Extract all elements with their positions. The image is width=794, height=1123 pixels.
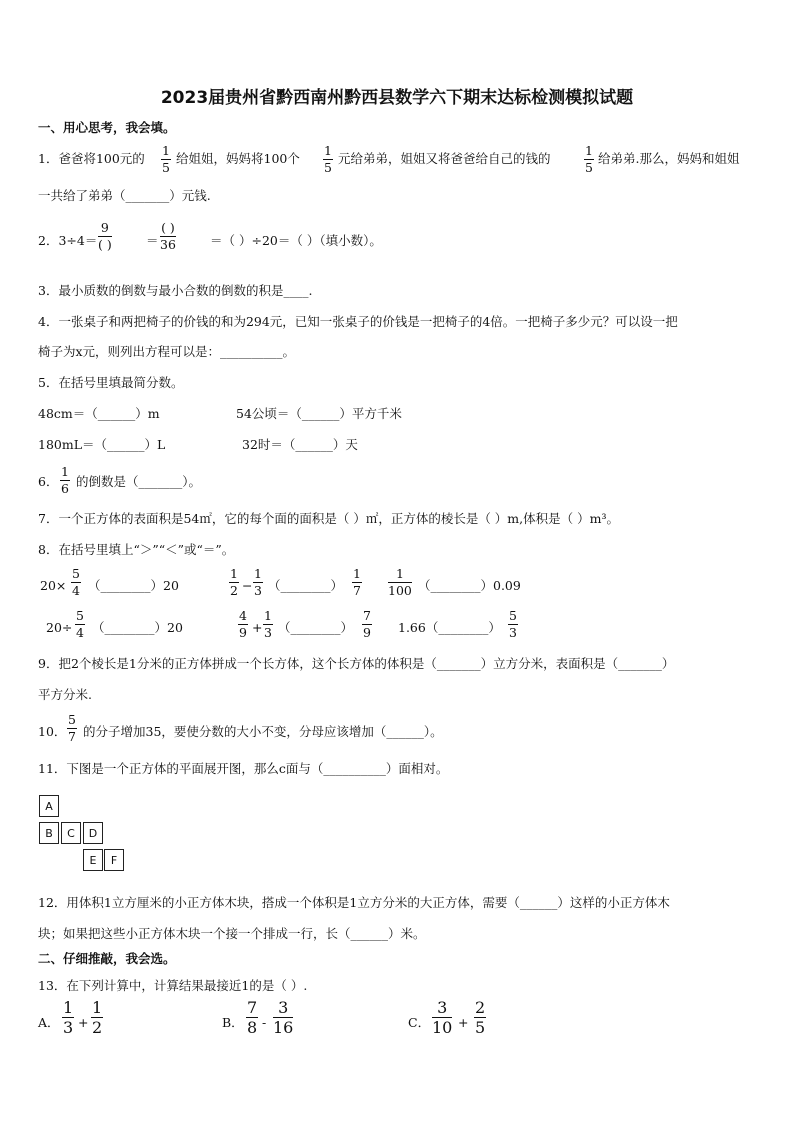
- q2-equals: ＝: [146, 233, 159, 248]
- q12-line1: 12．用体积1立方厘米的小正方体木块，搭成一个体积是1立方分米的大正方体，需要（______）这样的小正方体木: [38, 895, 670, 910]
- q6-text: 的倒数是（_______）。: [76, 474, 202, 489]
- q8-b2-fraction-1: 4 9: [239, 608, 247, 640]
- q13-option-b-fraction-1: 7 8: [247, 998, 258, 1037]
- q1-text-d: 给弟弟.那么，妈妈和姐姐: [598, 151, 740, 166]
- q10-fraction: 5 7: [68, 712, 76, 744]
- q10-text: 的分子增加35，要使分数的大小不变，分母应该增加（______）。: [83, 724, 443, 739]
- q8-a2-fraction-1: 1 2: [230, 566, 238, 598]
- q13-option-a-fraction-2: 1 2: [92, 998, 103, 1037]
- q13-option-c-fraction-1: 3 10: [432, 998, 453, 1037]
- net-cell-d: D: [83, 822, 103, 844]
- q8-a3-fraction: 1 100: [388, 566, 412, 598]
- q8-b3-fraction: 5 3: [509, 608, 517, 640]
- q8-b1-prefix: 20÷: [46, 620, 73, 635]
- q6-number: 6．: [38, 474, 59, 489]
- q6-fraction: 1 6: [61, 464, 69, 496]
- q12-line2: 块；如果把这些小正方体木块一个接一个排成一行，长（______）米。: [38, 926, 426, 941]
- q3-text: 3．最小质数的倒数与最小合数的倒数的积是____.: [38, 283, 313, 298]
- q8-text: 8．在括号里填上“＞”“＜”或“＝”。: [38, 542, 235, 557]
- q8-a1-fraction: 5 4: [72, 566, 80, 598]
- net-cell-a: A: [39, 795, 59, 817]
- q13-option-a-op: +: [78, 1015, 89, 1030]
- q13-option-b-label[interactable]: B．: [222, 1015, 244, 1030]
- q4-line1: 4．一张桌子和两把椅子的价钱的和为294元，已知一张桌子的价钱是一把椅子的4倍。一把椅子多少元？可以设一把: [38, 314, 678, 329]
- q11-text: 11．下图是一个正方体的平面展开图，那么c面与（__________）面相对。: [38, 761, 449, 776]
- q7-text: 7．一个正方体的表面积是54㎡，它的每个面的面积是（ ）㎡，正方体的棱长是（ ）m,体积是（ ）m³。: [38, 511, 619, 526]
- q8-a3-blank: （________）0.09: [418, 578, 521, 593]
- q2-text-a: 2．3÷4＝: [38, 233, 98, 248]
- section-heading-fill: 一、用心思考，我会填。: [38, 120, 176, 135]
- q2-fraction-2: ( ) 36: [160, 220, 176, 252]
- q1-text-a: 1．爸爸将100元的: [38, 151, 145, 166]
- q13-option-c-label[interactable]: C．: [408, 1015, 431, 1030]
- section-heading-choice: 二、仔细推敲，我会选。: [38, 951, 176, 966]
- q8-a2-blank: （________）: [268, 578, 344, 593]
- q8-a2-fraction-3: 1 7: [353, 566, 361, 598]
- q5-item-4: 32时＝（______）天: [242, 437, 358, 452]
- q13-option-c-op: +: [458, 1015, 469, 1030]
- net-cell-e: E: [83, 849, 103, 871]
- q8-a1-blank: （________）20: [88, 578, 179, 593]
- q8-b3-blank: 1.66（________）: [398, 620, 501, 635]
- net-cell-b: B: [39, 822, 59, 844]
- q8-b2-fraction-2: 1 3: [264, 608, 272, 640]
- q9-line2: 平方分米.: [38, 687, 92, 702]
- q5-text: 5．在括号里填最简分数。: [38, 375, 184, 390]
- q13-option-b-op: -: [262, 1015, 267, 1030]
- q2-text-b: ＝（ ）÷20＝（ ）（填小数）。: [210, 233, 382, 248]
- q1-text-c: 元给弟弟，姐姐又将爸爸给自己的钱的: [338, 151, 551, 166]
- q8-b1-fraction: 5 4: [76, 608, 84, 640]
- q5-item-2: 54公顷＝（______）平方千米: [236, 406, 402, 421]
- q8-b2-blank: （________）: [278, 620, 354, 635]
- q1-fraction-3: 1 5: [585, 143, 593, 175]
- q1-text-b: 给姐姐，妈妈将100个: [176, 151, 300, 166]
- page-title: 2023届贵州省黔西南州黔西县数学六下期末达标检测模拟试题: [160, 88, 634, 108]
- q13-text: 13．在下列计算中，计算结果最接近1的是（ ）.: [38, 978, 308, 993]
- q5-item-1: 48cm＝（______）m: [38, 406, 160, 421]
- q13-option-a-label[interactable]: A．: [38, 1015, 60, 1030]
- net-cell-c: C: [61, 822, 81, 844]
- q10-number: 10．: [38, 724, 67, 739]
- q8-b2-plus: +: [252, 620, 263, 635]
- q4-line2: 椅子为x元，则列出方程可以是：__________。: [38, 344, 296, 359]
- q8-a2-minus: −: [242, 578, 253, 593]
- q8-a2-fraction-2: 1 3: [254, 566, 262, 598]
- q13-option-c-fraction-2: 2 5: [475, 998, 486, 1037]
- q9-line1: 9．把2个棱长是1分米的正方体拼成一个长方体，这个长方体的体积是（_______）立方分米，表面积是（_______）: [38, 656, 675, 671]
- q8-b2-fraction-3: 7 9: [363, 608, 371, 640]
- q1-fraction-1: 1 5: [162, 143, 170, 175]
- net-cell-f: F: [104, 849, 124, 871]
- q1-fraction-2: 1 5: [324, 143, 332, 175]
- q1-line2: 一共给了弟弟（_______）元钱.: [38, 188, 211, 203]
- q8-b1-blank: （________）20: [92, 620, 183, 635]
- q13-option-a-fraction-1: 1 3: [63, 998, 74, 1037]
- q8-a1-prefix: 20×: [40, 578, 67, 593]
- q5-item-3: 180mL＝（______）L: [38, 437, 166, 452]
- q13-option-b-fraction-2: 3 16: [273, 998, 294, 1037]
- q2-fraction-1: 9 ( ): [98, 220, 112, 252]
